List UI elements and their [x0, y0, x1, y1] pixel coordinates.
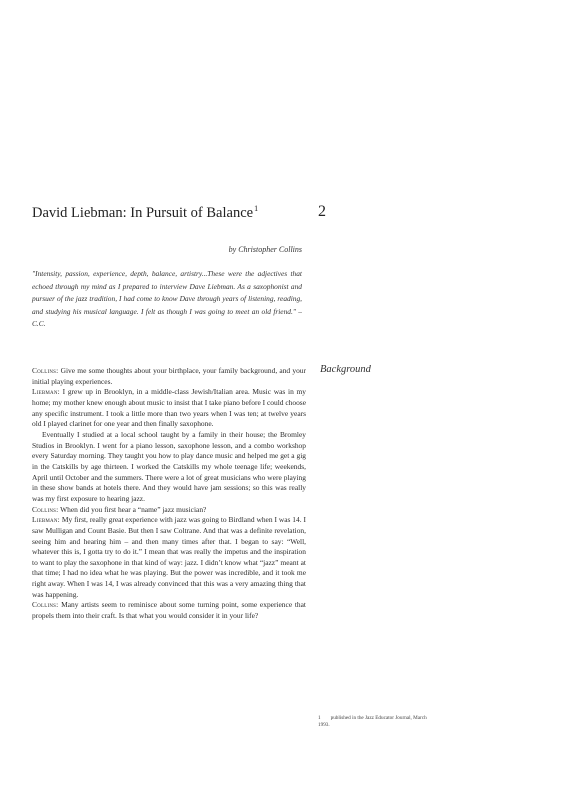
chapter-title	[32, 204, 302, 222]
chapter-title-text: David Liebman: In Pursuit of Balance	[32, 205, 254, 221]
paragraph-text: When did you first hear a “name” jazz musician?	[58, 504, 207, 514]
paragraph	[32, 600, 306, 621]
byline: by Christopher Collins	[228, 245, 302, 254]
speaker-label: Collins:	[32, 504, 59, 514]
speaker-label: Collins:	[32, 366, 59, 375]
section-sidehead: Background	[320, 364, 371, 375]
paragraph	[32, 366, 306, 387]
speaker-label: Liebman:	[32, 515, 60, 525]
epigraph: "Intensity, passion, experience, depth, balance, artistry...These were the adjectives that echoed through my mind as I prepared to interview Dave Liebman. As a saxophonist and pursuer of the jazz tradition, I had come to know Dave through years of listening, reading, and studying his musical language. I felt as though I was going to meet an old friend." – C.C.	[32, 269, 302, 328]
paragraph-text: Give me some thoughts about your birthplace, your family background, and your initial playing experiences.	[32, 366, 306, 386]
paragraph	[32, 387, 306, 430]
paragraph-text: My first, really great experience with jazz was going to Birdland when I was 14. I saw Mulligan and Count Basie. But then I saw Coltrane. And that was a definite revelation, seeing him and hearing him – and then many times after that. I began to say: “Well, whatever this is, I gotta try to do it.” I mean that was really the impetus and the inspiration to want to play the saxophone in that kind of way: jazz. I didn’t know what “jazz” meant at that time; I had no idea what he was playing. But the power was incredible, and it took me right away. When I was 14, I was already convinced that this was a very amazing thing that was happening.	[32, 515, 306, 599]
paragraph	[32, 505, 306, 516]
footnote-number: 1	[318, 715, 321, 721]
paragraph-text: Eventually I studied at a local school taught by a family in their house; the Bromley Studios in Brooklyn. I went for a piano lesson, saxophone lesson, and a combo workshop every Saturday morning. They taught you how to play dance music and helped me get a gig in the Catskills by age thirteen. I worked the Catskills my whole teenage life; weekends, April until October and the summers. There were a lot of great musicians who were playing in these show bands at hotels there. And they would have jam sessions; so this was really was my first exposure to hearing jazz.	[32, 429, 306, 503]
footnote-text: published in the Jazz Educator Journal, March 1993.	[318, 715, 427, 728]
interview-body	[32, 366, 306, 622]
paragraph	[32, 515, 306, 600]
footnote-ref: 1	[254, 204, 259, 213]
paragraph-text: Many artists seem to reminisce about some turning point, some experience that propels them into their craft. Is that what you would consider it in your life?	[32, 600, 306, 621]
paragraph	[32, 430, 306, 505]
speaker-label: Collins:	[32, 600, 59, 610]
paragraph-text: I grew up in Brooklyn, in a middle-class Jewish/Italian area. Music was in my home; my mother knew enough about music to insist that I take piano before I could choose any specific instrument. I took a little more than two years when I was ten; at twelve years old I played clarinet for one year and then finally saxophone.	[32, 387, 306, 429]
footnote	[318, 715, 438, 729]
chapter-number: 2	[318, 203, 326, 220]
speaker-label: Liebman:	[32, 387, 60, 397]
